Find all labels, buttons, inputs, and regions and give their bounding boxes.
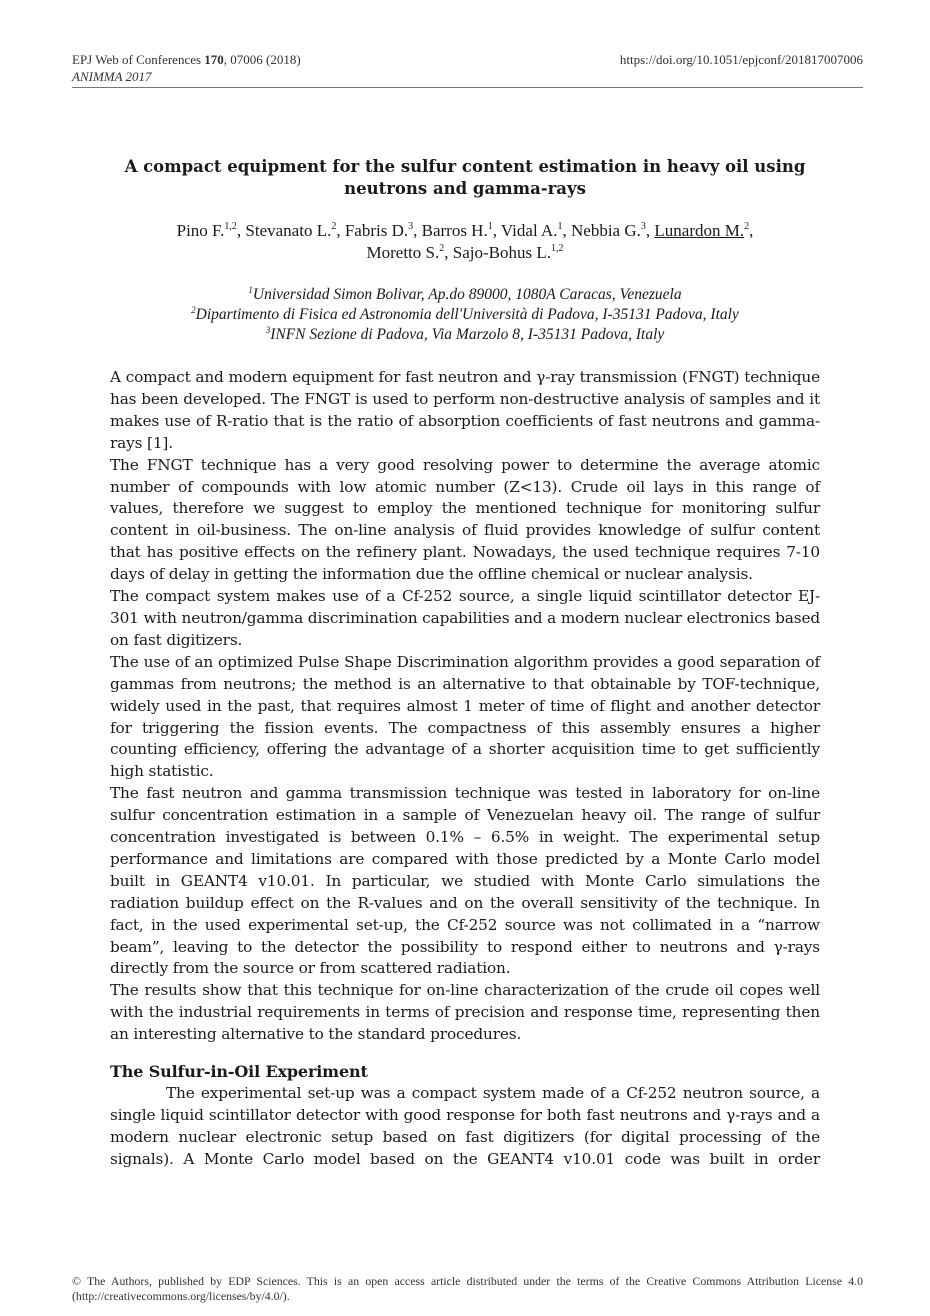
author: Sajo-Bohus L.$^{1,2}$ (452, 243, 564, 262)
abstract-paragraph: The results show that this technique for on-line characterization of the crude oil copes well with the industrial requirements in terms of precision and response time, representing then an interesting alternative to the standard procedures. (110, 981, 820, 1044)
author: Barros H.$^1$, (421, 221, 501, 240)
author: Nebbia G.$^3$, (571, 221, 655, 240)
doi-link[interactable]: https://doi.org/10.1051/epjconf/201817007006 (619, 52, 863, 67)
author: Vidal A.$^1$, (500, 221, 572, 240)
affiliation: $^3$INFN Sezione di Padova, Via Marzolo 8, I-35131 Padova, Italy (265, 325, 665, 343)
paper-title: A compact equipment for the sulfur content estimation in heavy oil using neutrons and gamma-rays (124, 157, 806, 198)
abstract-paragraph: The use of an optimized Pulse Shape Discrimination algorithm provides a good separation of gammas from neutrons; the method is an alternative to that obtainable by TOF-technique, widely used in the past, that requires almost 1 meter of time of flight and another detector for triggering the fission events. The compactness of this assembly ensures a higher counting efficiency, offering the advantage of a shorter acquisition time to get sufficiently high statistic. (110, 652, 820, 781)
affiliation: $^1$Universidad Simon Bolivar, Ap.do 89000, 1080A Caracas, Venezuela (248, 285, 682, 303)
corresponding-author: Lunardon M.$^2$, (654, 221, 754, 240)
journal-citation (72, 52, 301, 68)
header-divider (72, 87, 863, 88)
section-heading: The Sulfur-in-Oil Experiment (110, 1062, 368, 1082)
affiliation: $^2$Dipartimento di Fisica ed Astronomia dell'Università di Padova, I-35131 Padova, Italy (191, 305, 739, 323)
author: Stevanato L.$^2$, (245, 221, 345, 240)
license-footer: © The Authors, published by EDP Sciences. This is an open access article distributed under the terms of the Creative Commons Attribution License 4.0 (http://creativecommons.org/licenses/by/4.0/). (72, 1274, 863, 1303)
abstract-paragraph: The fast neutron and gamma transmission technique was tested in laboratory for on-line sulfur concentration estimation in a sample of Venezuelan heavy oil. The range of sulfur concentration investigated is between 0.1% – 6.5% in weight. The experimental setup performance and limitations are compared with those predicted by a Monte Carlo model built in GEANT4 v10.01. In particular, we studied with Monte Carlo simulations the radiation buildup effect on the R-values and on the overall sensitivity of the technique. In fact, in the used experimental set-up, the Cf-252 source was not collimated in a “narrow beam”, leaving to the detector the possibility to respond either to neutrons and γ-rays directly from the source or from scattered radiation. (110, 784, 820, 978)
abstract-paragraph: The FNGT technique has a very good resolving power to determine the average atomic number of compounds with low atomic number (Z<13). Crude oil lays in this range of values, therefore we suggest to employ the mentioned technique for monitoring sulfur content in oil-business. The on-line analysis of fluid provides knowledge of sulfur content that has positive effects on the refinery plant. Nowadays, the used technique requires 7-10 days of delay in getting the information due the offline chemical or nuclear analysis. (110, 455, 820, 584)
affiliation-list (100, 285, 830, 345)
abstract-paragraph: A compact and modern equipment for fast neutron and γ-ray transmission (FNGT) technique has been developed. The FNGT is used to perform non-destructive analysis of samples and it makes use of R-ratio that is the ratio of absorption coefficients of fast neutrons and gamma-rays [1]. (110, 368, 820, 452)
author: Pino F.$^{1,2}$, (176, 221, 246, 240)
section-paragraph: The experimental set-up was a compact system made of a Cf-252 neutron source, a single liquid scintillator detector with good response for both fast neutrons and γ-rays and a modern nuclear electronic setup based on fast digitizers (for digital processing of the signals). A Monte Carlo model based on the GEANT4 v10.01 code was built in order (110, 1084, 820, 1168)
abstract-paragraph: The compact system makes use of a Cf-252 source, a single liquid scintillator detector EJ-301 with neutron/gamma discrimination capabilities and a modern nuclear electronics based on fast digitizers. (110, 587, 820, 649)
conference-name: ANIMMA 2017 (72, 69, 152, 84)
author: Fabris D.$^3$, (344, 221, 422, 240)
article-number-year: , 07006 (2018) (223, 52, 301, 67)
author: Moretto S.$^2$, (366, 243, 453, 262)
author-list (100, 220, 830, 264)
paper-body (110, 367, 820, 1171)
journal-volume: 170 (204, 52, 224, 67)
journal-name: EPJ Web of Conferences (72, 52, 205, 67)
